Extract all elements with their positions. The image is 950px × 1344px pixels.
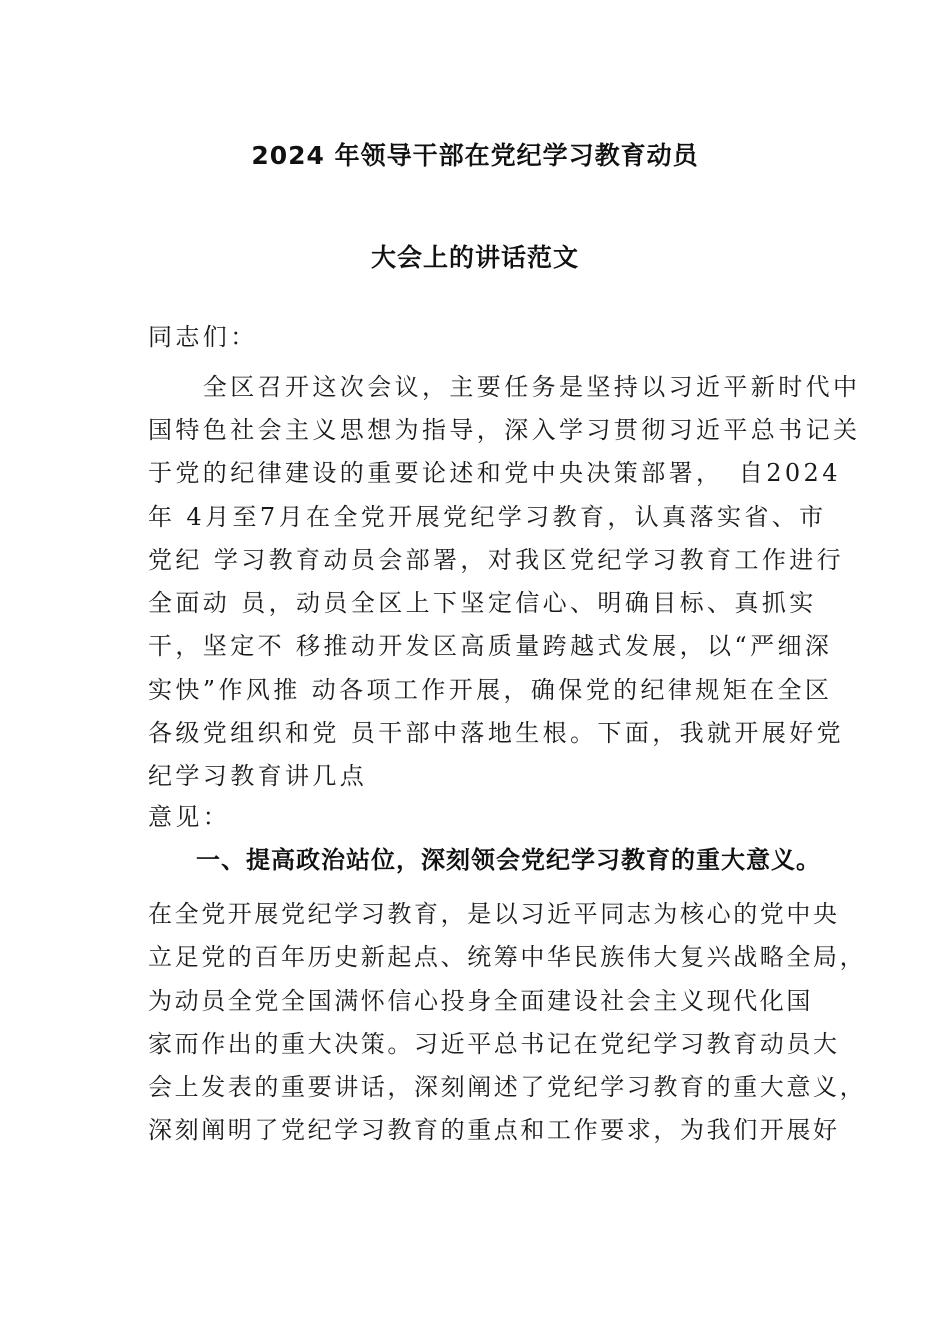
document-title-line1: 2024 年领导干部在党纪学习教育动员 <box>251 141 699 170</box>
paragraph-line: 干，坚定不 移推动开发区高质量跨越式发展，以“严细深 <box>148 632 833 660</box>
salutation: 同志们： <box>148 323 258 351</box>
paragraph-line: 家而作出的重大决策。习近平总书记在党纪学习教育动员大 <box>148 1030 840 1058</box>
paragraph-line: 为动员全党全国满怀信心投身全面建设社会主义现代化国 <box>148 987 813 1015</box>
paragraph-line: 国特色社会主义思想为指导，深入学习贯彻习近平总书记关 <box>148 416 861 444</box>
paragraph-line: 全面动 员，动员全区上下坚定信心、明确目标、真抓实 <box>148 589 817 617</box>
paragraph-line: 立足党的百年历史新起点、统筹中华民族伟大复兴战略全局， <box>148 943 867 971</box>
section-heading: 一、提高政治站位，深刻领会党纪学习教育的重大意义。 <box>196 846 821 874</box>
paragraph-line: 于党的纪律建设的重要论述和党中央决策部署， 自2024 <box>148 459 841 487</box>
paragraph-line: 深刻阐明了党纪学习教育的重点和工作要求，为我们开展好 <box>148 1116 840 1144</box>
document-title-line2: 大会上的讲话范文 <box>370 243 579 272</box>
paragraph-line: 全区召开这次会议，主要任务是坚持以习近平新时代中 <box>148 373 861 401</box>
paragraph-line: 实快”作风推 动各项工作开展，确保党的纪律规矩在全区 <box>148 676 833 704</box>
paragraph-line: 各级党组织和党 员干部中落地生根。下面，我就开展好党 <box>148 719 845 747</box>
paragraph-line: 在全党开展党纪学习教育，是以习近平同志为核心的党中央 <box>148 900 840 928</box>
paragraph-line: 纪学习教育讲几点 <box>148 762 368 790</box>
paragraph-line: 年 4月至7月在全党开展党纪学习教育，认真落实省、市 <box>148 503 827 531</box>
paragraph-line: 意见： <box>148 803 231 831</box>
paragraph-line: 会上发表的重要讲话，深刻阐述了党纪学习教育的重大意义， <box>148 1073 867 1101</box>
paragraph-line: 党纪 学习教育动员会部署，对我区党纪学习教育工作进行 <box>148 546 845 574</box>
